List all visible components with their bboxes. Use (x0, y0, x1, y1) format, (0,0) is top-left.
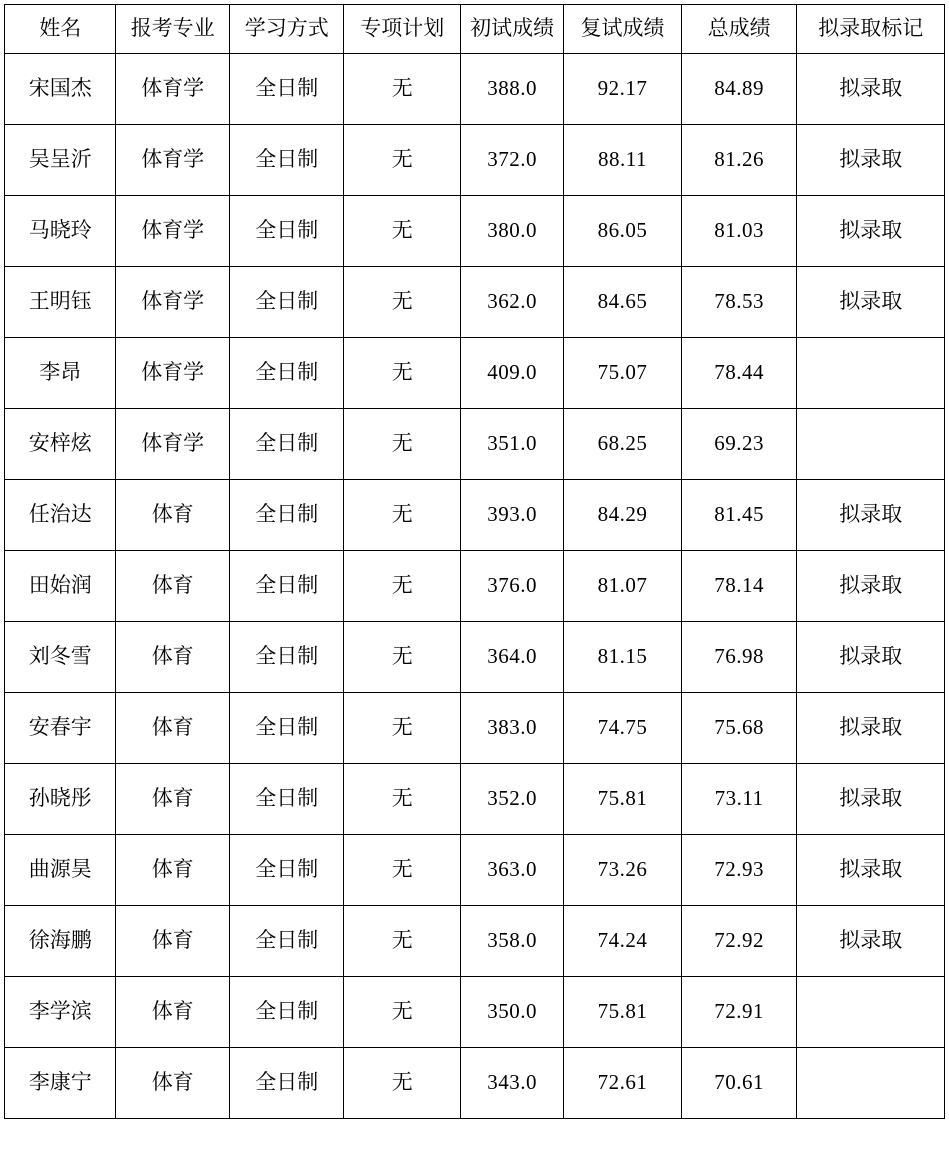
cell-name: 曲源昊 (5, 835, 116, 906)
cell-study-mode: 全日制 (229, 1048, 344, 1119)
cell-name: 田始润 (5, 551, 116, 622)
cell-special-plan: 无 (344, 409, 461, 480)
cell-name: 安春宇 (5, 693, 116, 764)
cell-admit-mark: 拟录取 (797, 267, 945, 338)
cell-special-plan: 无 (344, 835, 461, 906)
table-row (5, 267, 945, 338)
table-row (5, 977, 945, 1048)
table-row (5, 196, 945, 267)
cell-admit-mark (797, 338, 945, 409)
table-row (5, 409, 945, 480)
cell-total-score: 69.23 (681, 409, 797, 480)
cell-admit-mark: 拟录取 (797, 125, 945, 196)
cell-major: 体育学 (116, 125, 230, 196)
cell-major: 体育 (116, 693, 230, 764)
cell-study-mode: 全日制 (229, 480, 344, 551)
cell-major: 体育 (116, 977, 230, 1048)
cell-name: 吴呈沂 (5, 125, 116, 196)
table-row (5, 835, 945, 906)
cell-study-mode: 全日制 (229, 835, 344, 906)
cell-second-score: 88.11 (564, 125, 682, 196)
cell-major: 体育学 (116, 54, 230, 125)
cell-major: 体育 (116, 551, 230, 622)
cell-special-plan: 无 (344, 1048, 461, 1119)
cell-total-score: 81.45 (681, 480, 797, 551)
cell-first-score: 376.0 (461, 551, 564, 622)
cell-total-score: 78.14 (681, 551, 797, 622)
cell-special-plan: 无 (344, 196, 461, 267)
table-row (5, 693, 945, 764)
column-header-second-score: 复试成绩 (564, 5, 682, 54)
cell-total-score: 72.92 (681, 906, 797, 977)
column-header-name: 姓名 (5, 5, 116, 54)
cell-special-plan: 无 (344, 125, 461, 196)
cell-admit-mark: 拟录取 (797, 551, 945, 622)
cell-second-score: 81.15 (564, 622, 682, 693)
cell-study-mode: 全日制 (229, 693, 344, 764)
column-header-study-mode: 学习方式 (229, 5, 344, 54)
cell-name: 任治达 (5, 480, 116, 551)
cell-admit-mark: 拟录取 (797, 196, 945, 267)
table-row (5, 54, 945, 125)
cell-total-score: 76.98 (681, 622, 797, 693)
cell-study-mode: 全日制 (229, 267, 344, 338)
cell-special-plan: 无 (344, 54, 461, 125)
cell-admit-mark: 拟录取 (797, 54, 945, 125)
column-header-admit-mark: 拟录取标记 (797, 5, 945, 54)
cell-special-plan: 无 (344, 906, 461, 977)
cell-major: 体育学 (116, 267, 230, 338)
cell-name: 安梓炫 (5, 409, 116, 480)
cell-admit-mark (797, 1048, 945, 1119)
cell-study-mode: 全日制 (229, 125, 344, 196)
cell-major: 体育学 (116, 409, 230, 480)
cell-total-score: 72.91 (681, 977, 797, 1048)
cell-second-score: 84.65 (564, 267, 682, 338)
cell-major: 体育 (116, 480, 230, 551)
cell-admit-mark: 拟录取 (797, 906, 945, 977)
cell-study-mode: 全日制 (229, 196, 344, 267)
cell-first-score: 388.0 (461, 54, 564, 125)
cell-study-mode: 全日制 (229, 409, 344, 480)
cell-first-score: 352.0 (461, 764, 564, 835)
cell-second-score: 92.17 (564, 54, 682, 125)
table-row (5, 338, 945, 409)
table-row (5, 764, 945, 835)
cell-admit-mark: 拟录取 (797, 764, 945, 835)
cell-study-mode: 全日制 (229, 54, 344, 125)
cell-study-mode: 全日制 (229, 338, 344, 409)
table-row (5, 906, 945, 977)
cell-second-score: 84.29 (564, 480, 682, 551)
cell-name: 徐海鹏 (5, 906, 116, 977)
cell-special-plan: 无 (344, 551, 461, 622)
column-header-first-score: 初试成绩 (461, 5, 564, 54)
column-header-major: 报考专业 (116, 5, 230, 54)
cell-admit-mark: 拟录取 (797, 693, 945, 764)
table-row (5, 480, 945, 551)
cell-first-score: 358.0 (461, 906, 564, 977)
cell-major: 体育 (116, 835, 230, 906)
table-body (5, 5, 945, 1119)
cell-first-score: 380.0 (461, 196, 564, 267)
cell-admit-mark: 拟录取 (797, 480, 945, 551)
cell-major: 体育学 (116, 196, 230, 267)
cell-admit-mark: 拟录取 (797, 622, 945, 693)
column-header-total-score: 总成绩 (681, 5, 797, 54)
cell-name: 孙晓彤 (5, 764, 116, 835)
cell-name: 刘冬雪 (5, 622, 116, 693)
cell-second-score: 74.75 (564, 693, 682, 764)
cell-total-score: 81.03 (681, 196, 797, 267)
cell-second-score: 68.25 (564, 409, 682, 480)
cell-special-plan: 无 (344, 693, 461, 764)
cell-total-score: 73.11 (681, 764, 797, 835)
cell-total-score: 84.89 (681, 54, 797, 125)
cell-total-score: 75.68 (681, 693, 797, 764)
cell-name: 王明钰 (5, 267, 116, 338)
cell-first-score: 393.0 (461, 480, 564, 551)
cell-special-plan: 无 (344, 977, 461, 1048)
cell-name: 李康宁 (5, 1048, 116, 1119)
cell-major: 体育 (116, 1048, 230, 1119)
cell-study-mode: 全日制 (229, 906, 344, 977)
cell-admit-mark (797, 409, 945, 480)
cell-major: 体育 (116, 622, 230, 693)
cell-study-mode: 全日制 (229, 764, 344, 835)
cell-special-plan: 无 (344, 267, 461, 338)
cell-second-score: 81.07 (564, 551, 682, 622)
cell-major: 体育 (116, 764, 230, 835)
cell-name: 李学滨 (5, 977, 116, 1048)
cell-major: 体育 (116, 906, 230, 977)
cell-name: 宋国杰 (5, 54, 116, 125)
cell-first-score: 372.0 (461, 125, 564, 196)
cell-special-plan: 无 (344, 338, 461, 409)
table-row (5, 551, 945, 622)
table-header-row (5, 5, 945, 54)
cell-special-plan: 无 (344, 480, 461, 551)
cell-admit-mark: 拟录取 (797, 835, 945, 906)
cell-first-score: 350.0 (461, 977, 564, 1048)
cell-first-score: 363.0 (461, 835, 564, 906)
table-row (5, 622, 945, 693)
cell-second-score: 75.81 (564, 764, 682, 835)
cell-second-score: 72.61 (564, 1048, 682, 1119)
cell-name: 马晓玲 (5, 196, 116, 267)
cell-major: 体育学 (116, 338, 230, 409)
admission-results-table (4, 4, 945, 1119)
cell-special-plan: 无 (344, 622, 461, 693)
cell-special-plan: 无 (344, 764, 461, 835)
cell-first-score: 343.0 (461, 1048, 564, 1119)
cell-first-score: 409.0 (461, 338, 564, 409)
cell-study-mode: 全日制 (229, 977, 344, 1048)
cell-second-score: 75.07 (564, 338, 682, 409)
cell-total-score: 81.26 (681, 125, 797, 196)
cell-admit-mark (797, 977, 945, 1048)
cell-first-score: 383.0 (461, 693, 564, 764)
cell-second-score: 86.05 (564, 196, 682, 267)
cell-total-score: 72.93 (681, 835, 797, 906)
table-row (5, 125, 945, 196)
column-header-special-plan: 专项计划 (344, 5, 461, 54)
cell-name: 李昂 (5, 338, 116, 409)
table-row (5, 1048, 945, 1119)
cell-study-mode: 全日制 (229, 551, 344, 622)
cell-first-score: 362.0 (461, 267, 564, 338)
cell-second-score: 75.81 (564, 977, 682, 1048)
cell-second-score: 73.26 (564, 835, 682, 906)
cell-first-score: 351.0 (461, 409, 564, 480)
cell-total-score: 70.61 (681, 1048, 797, 1119)
cell-total-score: 78.53 (681, 267, 797, 338)
cell-first-score: 364.0 (461, 622, 564, 693)
cell-total-score: 78.44 (681, 338, 797, 409)
cell-second-score: 74.24 (564, 906, 682, 977)
cell-study-mode: 全日制 (229, 622, 344, 693)
